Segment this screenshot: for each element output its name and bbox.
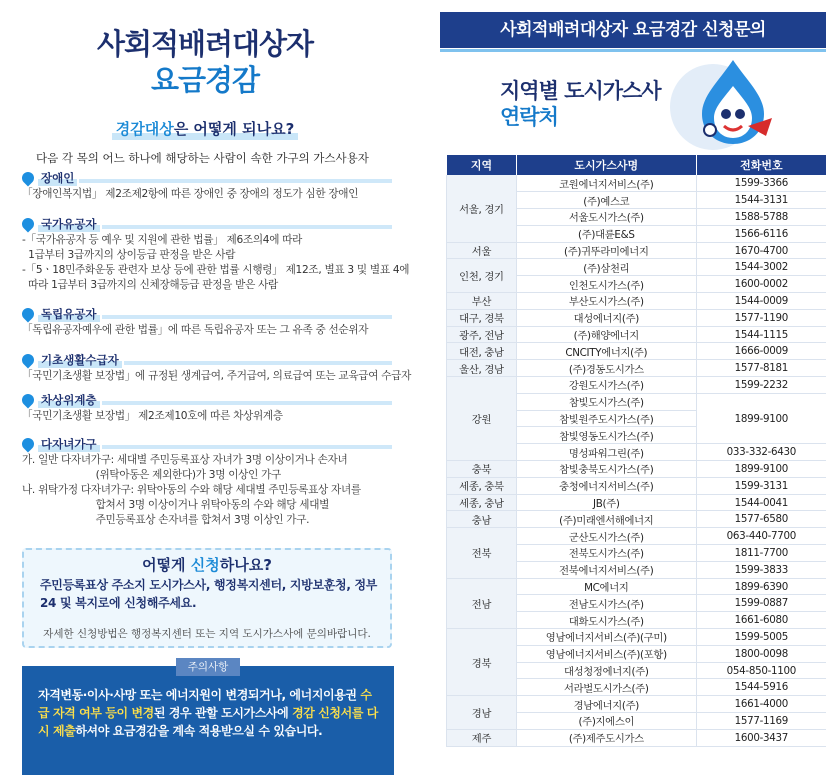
company-cell: (주)귀뚜라미에너지 bbox=[516, 242, 696, 259]
category-section bbox=[22, 352, 412, 384]
category-header bbox=[22, 216, 392, 231]
phone-cell: 1577-1190 bbox=[696, 309, 826, 326]
category-body bbox=[22, 233, 410, 293]
category-line: (위탁아동은 제외한다)가 3명 이상인 가구 bbox=[22, 469, 281, 481]
category-label: 다자녀가구 bbox=[38, 436, 100, 452]
company-cell: (주)예스코 bbox=[516, 192, 696, 209]
phone-cell: 033-332-6430 bbox=[696, 444, 826, 461]
category-line: -「국가유공자 등 예우 및 지원에 관한 법률」 제6조의4에 따라 bbox=[22, 234, 303, 246]
caution-box bbox=[22, 661, 394, 775]
intro-text: 다음 각 목의 어느 하나에 해당하는 사람이 속한 가구의 가스사용자 bbox=[36, 151, 369, 165]
company-cell: 경남에너지(주) bbox=[516, 696, 696, 713]
header-region: 지역 bbox=[447, 155, 517, 175]
hero-title bbox=[0, 26, 410, 98]
phone-cell: 1599-0887 bbox=[696, 595, 826, 612]
table-row bbox=[447, 343, 827, 360]
category-section bbox=[22, 170, 392, 202]
region-cell: 강원 bbox=[447, 377, 517, 461]
how-text: 주민등록표상 주소지 도시가스사, 행정복지센터, 지방보훈청, 정부24 및 복지로에 신청해주세요. bbox=[40, 578, 378, 610]
category-line: 가. 일반 다자녀가구: 세대별 주민등록표상 자녀가 3명 이상이거나 손자녀 bbox=[22, 454, 348, 466]
table-row bbox=[447, 175, 827, 192]
gas-mascot-icon bbox=[688, 56, 778, 148]
region-cell: 전북 bbox=[447, 528, 517, 578]
right-panel bbox=[418, 0, 835, 775]
caution-part5: 하셔야 요금경감을 계속 적용받으실 수 있습니다. bbox=[75, 724, 323, 738]
category-body bbox=[22, 369, 412, 384]
phone-cell: 1600-0002 bbox=[696, 276, 826, 293]
company-cell: (주)대륜E&S bbox=[516, 225, 696, 242]
phone-cell: 1577-8181 bbox=[696, 360, 826, 377]
company-cell: (주)경동도시가스 bbox=[516, 360, 696, 377]
company-cell: 참빛영동도시가스(주) bbox=[516, 427, 696, 444]
company-cell: (주)미래엔서해에너지 bbox=[516, 511, 696, 528]
category-label: 기초생활수급자 bbox=[38, 352, 122, 368]
company-cell: 전북에너지서비스(주) bbox=[516, 561, 696, 578]
category-body bbox=[22, 453, 392, 528]
table-body bbox=[447, 175, 827, 746]
category-line: 합쳐서 3명 이상이거나 위탁아동의 수와 해당 세대별 bbox=[22, 499, 330, 511]
header-company: 도시가스사명 bbox=[516, 155, 696, 175]
phone-cell: 1811-7700 bbox=[696, 545, 826, 562]
phone-cell: 1577-6580 bbox=[696, 511, 826, 528]
company-cell: 참빛충북도시가스(주) bbox=[516, 461, 696, 478]
left-panel bbox=[0, 0, 410, 775]
phone-cell: 054-850-1100 bbox=[696, 662, 826, 679]
region-cell: 대구, 경북 bbox=[447, 309, 517, 326]
contact-title bbox=[500, 78, 661, 130]
phone-cell: 1566-6116 bbox=[696, 225, 826, 242]
contact-banner: 사회적배려대상자 요금경감 신청문의 bbox=[440, 12, 826, 48]
phone-cell: 1599-3833 bbox=[696, 561, 826, 578]
region-cell: 제주 bbox=[447, 729, 517, 746]
category-divider bbox=[102, 445, 392, 449]
category-divider bbox=[124, 361, 392, 365]
phone-cell: 1899-6390 bbox=[696, 578, 826, 595]
pin-icon bbox=[20, 169, 37, 186]
question-rest: 은 어떻게 되나요? bbox=[173, 120, 295, 138]
category-section bbox=[22, 216, 410, 293]
company-cell: (주)지에스이 bbox=[516, 713, 696, 730]
phone-cell: 1666-0009 bbox=[696, 343, 826, 360]
region-cell: 서울 bbox=[447, 242, 517, 259]
company-cell: CNCITY에너지(주) bbox=[516, 343, 696, 360]
company-cell: 명성파워그린(주) bbox=[516, 444, 696, 461]
category-line: 따라 1급부터 3급까지의 신체장해등급 판정을 받은 사람 bbox=[22, 279, 278, 291]
region-cell: 세종, 충남 bbox=[447, 494, 517, 511]
phone-cell: 1899-9100 bbox=[696, 461, 826, 478]
table-row bbox=[447, 578, 827, 595]
caution-part2: 수급 자격 여부 등이 변경 bbox=[38, 688, 372, 720]
category-line: 나. 위탁가정 다자녀가구: 위탁아동의 수와 해당 세대별 주민등록표상 자녀를 bbox=[22, 484, 361, 496]
caution-part4: 경감 신청서를 다시 제출 bbox=[38, 706, 378, 738]
region-cell: 충남 bbox=[447, 511, 517, 528]
phone-cell: 1577-1169 bbox=[696, 713, 826, 730]
region-cell: 경북 bbox=[447, 629, 517, 696]
contact-table bbox=[446, 155, 826, 747]
table-row bbox=[447, 309, 827, 326]
category-line: 「장애인복지법」 제2조제2항에 따른 장애인 중 장애의 정도가 심한 장애인 bbox=[22, 188, 359, 200]
category-label: 독립유공자 bbox=[38, 306, 100, 322]
region-cell: 광주, 전남 bbox=[447, 326, 517, 343]
how-title-highlight: 신청 bbox=[190, 556, 220, 574]
company-cell: 전북도시가스(주) bbox=[516, 545, 696, 562]
phone-cell: 1899-9100 bbox=[696, 393, 826, 443]
company-cell: 군산도시가스(주) bbox=[516, 528, 696, 545]
category-label: 국가유공자 bbox=[38, 216, 100, 232]
company-cell: (주)제주도시가스 bbox=[516, 729, 696, 746]
contact-title-line1: 지역별 도시가스사 bbox=[500, 79, 661, 103]
category-body bbox=[22, 323, 392, 338]
table-row bbox=[447, 696, 827, 713]
table-row bbox=[447, 477, 827, 494]
company-cell: MC에너지 bbox=[516, 578, 696, 595]
category-header bbox=[22, 170, 392, 185]
company-cell: 대성에너지(주) bbox=[516, 309, 696, 326]
company-cell: 대성청정에너지(주) bbox=[516, 662, 696, 679]
caution-part1: 자격변동·이사·사망 또는 에너지원이 변경되거나, 에너지이용권 bbox=[38, 688, 361, 702]
phone-cell: 1544-1115 bbox=[696, 326, 826, 343]
category-section bbox=[22, 436, 392, 528]
category-divider bbox=[102, 315, 392, 319]
table-row bbox=[447, 360, 827, 377]
region-cell: 세종, 충북 bbox=[447, 477, 517, 494]
company-cell: (주)삼천리 bbox=[516, 259, 696, 276]
pin-icon bbox=[20, 351, 37, 368]
category-label: 차상위계층 bbox=[38, 392, 100, 408]
region-cell: 대전, 충남 bbox=[447, 343, 517, 360]
company-cell: 참빛원주도시가스(주) bbox=[516, 410, 696, 427]
category-line: -「5ㆍ18민주화운동 관련자 보상 등에 관한 법률 시행령」 제12조, 별표 3 및 별표 4에 bbox=[22, 264, 410, 276]
contact-title-line2: 연락처 bbox=[500, 105, 558, 129]
table-row bbox=[447, 326, 827, 343]
phone-cell: 063-440-7700 bbox=[696, 528, 826, 545]
table-header-row bbox=[447, 155, 827, 175]
category-label: 장애인 bbox=[38, 170, 77, 186]
category-header bbox=[22, 306, 392, 321]
pin-icon bbox=[20, 435, 37, 452]
region-cell: 서울, 경기 bbox=[447, 175, 517, 242]
pin-icon bbox=[20, 215, 37, 232]
category-line: 1급부터 3급까지의 상이등급 판정을 받은 사람 bbox=[22, 249, 236, 261]
header-phone: 전화번호 bbox=[696, 155, 826, 175]
table-row bbox=[447, 629, 827, 646]
phone-cell: 1544-0041 bbox=[696, 494, 826, 511]
table-row bbox=[447, 494, 827, 511]
phone-cell: 1544-0009 bbox=[696, 293, 826, 310]
category-divider bbox=[102, 225, 392, 229]
category-divider bbox=[79, 179, 392, 183]
question-highlight: 경감대상 bbox=[115, 120, 174, 138]
how-note: 자세한 신청방법은 행정복지센터 또는 지역 도시가스사에 문의바랍니다. bbox=[43, 628, 371, 640]
phone-cell: 1661-6080 bbox=[696, 612, 826, 629]
category-section bbox=[22, 392, 392, 424]
category-section bbox=[22, 306, 392, 338]
how-title-post: 하나요? bbox=[219, 556, 272, 574]
pin-icon bbox=[20, 391, 37, 408]
eligibility-question bbox=[0, 118, 410, 139]
caution-text bbox=[38, 686, 382, 740]
phone-cell: 1599-3131 bbox=[696, 477, 826, 494]
company-cell: 서라벌도시가스(주) bbox=[516, 679, 696, 696]
category-body bbox=[22, 409, 392, 424]
category-line: 「국민기초생활 보장법」에 규정된 생계급여, 주거급여, 의료급여 또는 교육급여 수급자 bbox=[22, 370, 412, 382]
company-cell: 참빛도시가스(주) bbox=[516, 393, 696, 410]
region-cell: 전남 bbox=[447, 578, 517, 628]
table-row bbox=[447, 293, 827, 310]
table-row bbox=[447, 259, 827, 276]
phone-cell: 1599-5005 bbox=[696, 629, 826, 646]
company-cell: 영남에너지서비스(주)(포항) bbox=[516, 645, 696, 662]
category-line: 「국민기초생활 보장법」 제2조제10호에 따른 차상위계층 bbox=[22, 410, 283, 422]
hero-title-line1: 사회적배려대상자 bbox=[96, 27, 314, 61]
table-row bbox=[447, 528, 827, 545]
phone-cell: 1599-3366 bbox=[696, 175, 826, 192]
company-cell: 코원에너지서비스(주) bbox=[516, 175, 696, 192]
table-row bbox=[447, 461, 827, 478]
caution-tag: 주의사항 bbox=[176, 658, 240, 676]
table-row bbox=[447, 511, 827, 528]
category-divider bbox=[102, 401, 392, 405]
hero-title-line2: 요금경감 bbox=[150, 63, 260, 97]
company-cell: 영남에너지서비스(주)(구미) bbox=[516, 629, 696, 646]
category-header bbox=[22, 352, 392, 367]
company-cell: JB(주) bbox=[516, 494, 696, 511]
category-header bbox=[22, 392, 392, 407]
table-row bbox=[447, 377, 827, 394]
phone-cell: 1670-4700 bbox=[696, 242, 826, 259]
company-cell: 충청에너지서비스(주) bbox=[516, 477, 696, 494]
region-cell: 인천, 경기 bbox=[447, 259, 517, 293]
pin-icon bbox=[20, 305, 37, 322]
phone-cell: 1599-2232 bbox=[696, 377, 826, 394]
company-cell: 대화도시가스(주) bbox=[516, 612, 696, 629]
region-cell: 경남 bbox=[447, 696, 517, 730]
phone-cell: 1588-5788 bbox=[696, 209, 826, 226]
phone-cell: 1544-3131 bbox=[696, 192, 826, 209]
phone-cell: 1800-0098 bbox=[696, 645, 826, 662]
phone-cell: 1661-4000 bbox=[696, 696, 826, 713]
phone-cell: 1544-3002 bbox=[696, 259, 826, 276]
category-header bbox=[22, 436, 392, 451]
region-cell: 충북 bbox=[447, 461, 517, 478]
company-cell: 서울도시가스(주) bbox=[516, 209, 696, 226]
category-line: 「독립유공자예우에 관한 법률」에 따른 독립유공자 또는 그 유족 중 선순위자 bbox=[22, 324, 369, 336]
company-cell: 부산도시가스(주) bbox=[516, 293, 696, 310]
caution-part3: 된 경우 관할 도시가스사에 bbox=[153, 706, 293, 720]
phone-cell: 1600-3437 bbox=[696, 729, 826, 746]
how-title bbox=[24, 554, 390, 575]
phone-cell: 1544-5916 bbox=[696, 679, 826, 696]
region-cell: 울산, 경남 bbox=[447, 360, 517, 377]
how-title-pre: 어떻게 bbox=[142, 556, 191, 574]
company-cell: 강원도시가스(주) bbox=[516, 377, 696, 394]
table-row bbox=[447, 242, 827, 259]
company-cell: 인천도시가스(주) bbox=[516, 276, 696, 293]
company-cell: 전남도시가스(주) bbox=[516, 595, 696, 612]
how-to-apply-box bbox=[22, 548, 392, 648]
category-line: 주민등록표상 손자녀를 합쳐서 3명 이상인 가구. bbox=[22, 514, 310, 526]
category-body bbox=[22, 187, 392, 202]
table-row bbox=[447, 729, 827, 746]
company-cell: (주)해양에너지 bbox=[516, 326, 696, 343]
region-cell: 부산 bbox=[447, 293, 517, 310]
